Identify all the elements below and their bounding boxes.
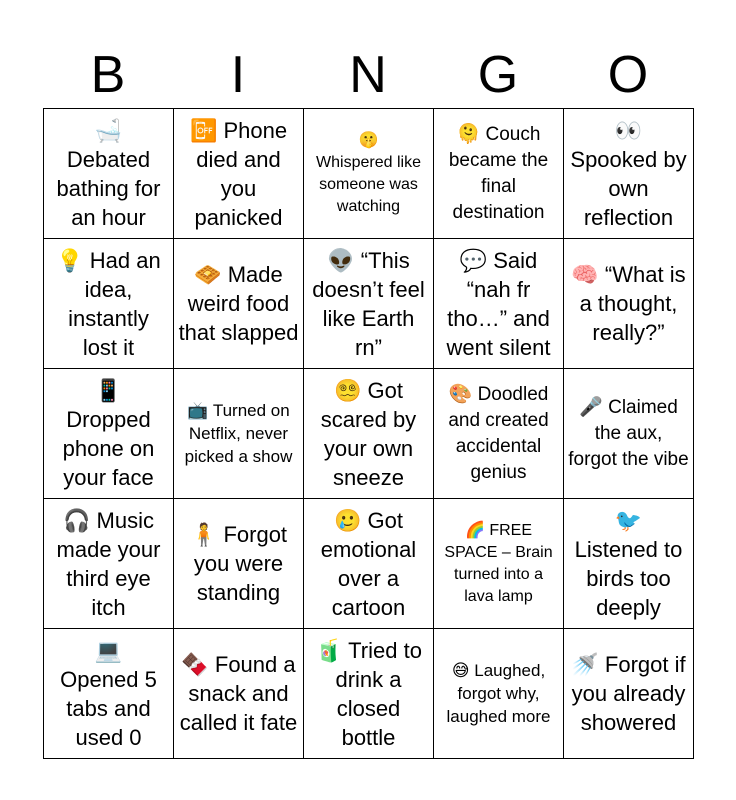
grid-row <box>44 499 694 629</box>
cell-text: 🧠 “What is a thought, really?” <box>571 262 686 345</box>
cell-text: 🧍 Forgot you were standing <box>189 522 288 605</box>
cell-text: 🧃 Tried to drink a closed bottle <box>315 637 422 750</box>
bingo-cell[interactable] <box>44 369 174 499</box>
bingo-grid <box>43 108 694 759</box>
bingo-cell[interactable] <box>434 499 564 629</box>
bingo-cell[interactable] <box>304 369 434 499</box>
cell-text: 🎧 Music made your third eye itch <box>56 507 161 620</box>
bingo-cell[interactable] <box>434 239 564 369</box>
bingo-cell[interactable] <box>564 239 694 369</box>
cell-text: 🥲 Got emotional over a cartoon <box>320 507 417 620</box>
bingo-cell[interactable] <box>304 499 434 629</box>
cell-text: 👀 Spooked by own reflection <box>570 117 687 230</box>
bingo-cell[interactable] <box>174 109 304 239</box>
cell-text: 👽 “This doesn’t feel like Earth rn” <box>312 247 425 360</box>
cell-text: 🍫 Found a snack and called it fate <box>179 652 298 735</box>
grid-row <box>44 629 694 759</box>
header-letter-b: B <box>90 46 126 104</box>
grid-row <box>44 369 694 499</box>
cell-text: 🎤 Claimed the aux, forgot the vibe <box>568 396 689 470</box>
cell-text: 😅 Laughed, forgot why, laughed more <box>446 661 551 726</box>
bingo-cell[interactable] <box>174 629 304 759</box>
cell-text: 🎨 Doodled and created accidental genius <box>448 383 549 483</box>
header-letter-o: O <box>607 46 649 104</box>
bingo-cell[interactable] <box>434 369 564 499</box>
header-letter-i: I <box>230 46 246 104</box>
grid-row <box>44 109 694 239</box>
cell-text: 📱 Dropped phone on your face <box>62 377 155 490</box>
bingo-cell[interactable] <box>304 109 434 239</box>
cell-text: 💬 Said “nah fr tho…” and went silent <box>446 247 551 360</box>
cell-text: 💡 Had an idea, instantly lost it <box>56 247 161 360</box>
cell-text: 📺 Turned on Netflix, never picked a show <box>184 401 293 466</box>
bingo-cell[interactable] <box>434 109 564 239</box>
cell-text: 🛁 Debated bathing for an hour <box>56 117 161 230</box>
bingo-cell[interactable] <box>434 629 564 759</box>
cell-text: 💻 Opened 5 tabs and used 0 <box>60 637 157 750</box>
free-space-text: 🌈 FREE SPACE – Brain turned into a lava lamp <box>444 521 553 605</box>
bingo-cell[interactable] <box>564 499 694 629</box>
bingo-cell[interactable] <box>564 369 694 499</box>
bingo-cell[interactable] <box>44 629 174 759</box>
bingo-cell[interactable] <box>44 109 174 239</box>
cell-text: 🧇 Made weird food that slapped <box>178 262 299 345</box>
grid-row <box>44 239 694 369</box>
bingo-cell[interactable] <box>44 239 174 369</box>
bingo-cell[interactable] <box>174 369 304 499</box>
cell-text: 📴 Phone died and you panicked <box>189 117 288 230</box>
bingo-cell[interactable] <box>564 629 694 759</box>
header-letter-n: N <box>349 46 387 104</box>
bingo-cell[interactable] <box>304 239 434 369</box>
cell-text: 🚿 Forgot if you already showered <box>571 652 686 735</box>
cell-text: 🤫 Whispered like someone was watching <box>316 131 421 215</box>
bingo-cell[interactable] <box>174 239 304 369</box>
bingo-cell[interactable] <box>44 499 174 629</box>
bingo-cell[interactable] <box>304 629 434 759</box>
cell-text: 🐦 Listened to birds too deeply <box>574 507 683 620</box>
bingo-cell[interactable] <box>564 109 694 239</box>
cell-text: 🫠 Couch became the final destination <box>448 123 549 223</box>
bingo-header <box>43 42 693 108</box>
cell-text: 😵‍💫 Got scared by your own sneeze <box>320 377 417 490</box>
bingo-cell[interactable] <box>174 499 304 629</box>
header-letter-g: G <box>477 46 519 104</box>
